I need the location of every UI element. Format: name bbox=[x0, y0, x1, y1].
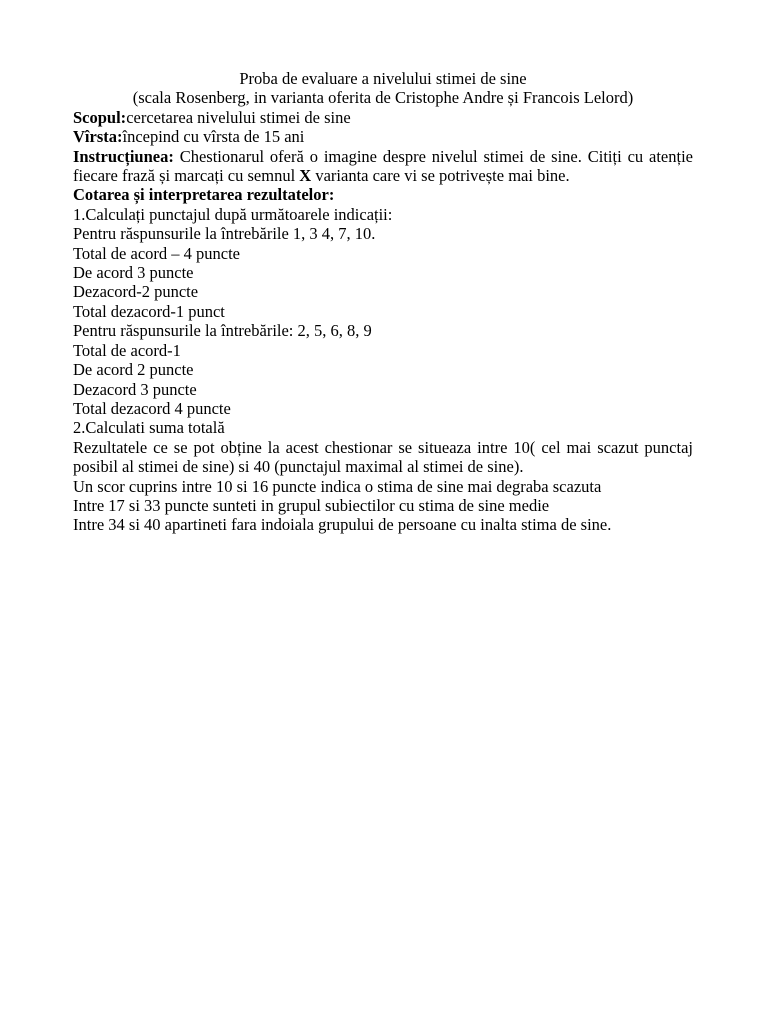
scoring-line: Dezacord 3 puncte bbox=[73, 379, 197, 399]
age-value: începind cu vîrsta de 15 ani bbox=[122, 127, 305, 147]
scoring-line: Total de acord-1 bbox=[73, 340, 181, 360]
scoring-line: Dezacord-2 puncte bbox=[73, 282, 199, 302]
scope-line bbox=[73, 108, 693, 127]
instruction-paragraph bbox=[73, 147, 693, 186]
instruction-text-2: varianta care vi se potrivește mai bine. bbox=[311, 166, 570, 186]
scoring-line: Total dezacord 4 puncte bbox=[73, 398, 231, 418]
document-page bbox=[73, 69, 693, 535]
scoring-line: Total de acord – 4 puncte bbox=[73, 243, 240, 263]
scope-label: Scopul: bbox=[73, 107, 127, 127]
document-subtitle: (scala Rosenberg, in varianta oferita de Cristophe Andre și Francois Lelord) bbox=[132, 88, 634, 108]
scoring-line: Pentru răspunsurile la întrebările: 2, 5, 6, 8, 9 bbox=[73, 321, 372, 341]
age-line bbox=[73, 127, 693, 146]
scoring-line: 1.Calculați punctajul după următoarele indicații: bbox=[73, 204, 393, 224]
scoring-line: Total dezacord-1 punct bbox=[73, 301, 225, 321]
scoring-line: Pentru răspunsurile la întrebările 1, 3 4, 7, 10. bbox=[73, 224, 376, 244]
interpretation-line: Intre 34 si 40 apartineti fara indoiala grupului de persoane cu inalta stima de sine. bbox=[73, 515, 612, 535]
scope-value: cercetarea nivelului stimei de sine bbox=[126, 107, 351, 127]
interpretation-line: Intre 17 si 33 puncte sunteti in grupul subiectilor cu stima de sine medie bbox=[73, 495, 550, 515]
scoring-line: De acord 2 puncte bbox=[73, 360, 194, 380]
instruction-text-1: Chestionarul oferă o imagine despre nivelul stimei de sine. Citiți cu atenție fiecare frază și marcați cu semnul bbox=[73, 146, 693, 186]
results-paragraph: Rezultatele ce se pot obține la acest chestionar se situeaza intre 10( cel mai scazut punctaj posibil al stimei de sine) si 40 (punctajul maximal al stimei de sine). bbox=[73, 437, 693, 477]
scoring-heading: Cotarea și interpretarea rezultatelor: bbox=[73, 185, 335, 205]
document-title: Proba de evaluare a nivelului stimei de sine bbox=[239, 69, 527, 88]
instruction-mark: X bbox=[299, 166, 312, 186]
scoring-line: De acord 3 puncte bbox=[73, 263, 194, 283]
interpretation-line: Un scor cuprins intre 10 si 16 puncte indica o stima de sine mai degraba scazuta bbox=[73, 476, 602, 496]
scoring-line: 2.Calculati suma totală bbox=[73, 418, 225, 438]
age-label: Vîrsta: bbox=[73, 127, 123, 147]
instruction-label: Instrucțiunea: bbox=[73, 146, 174, 166]
